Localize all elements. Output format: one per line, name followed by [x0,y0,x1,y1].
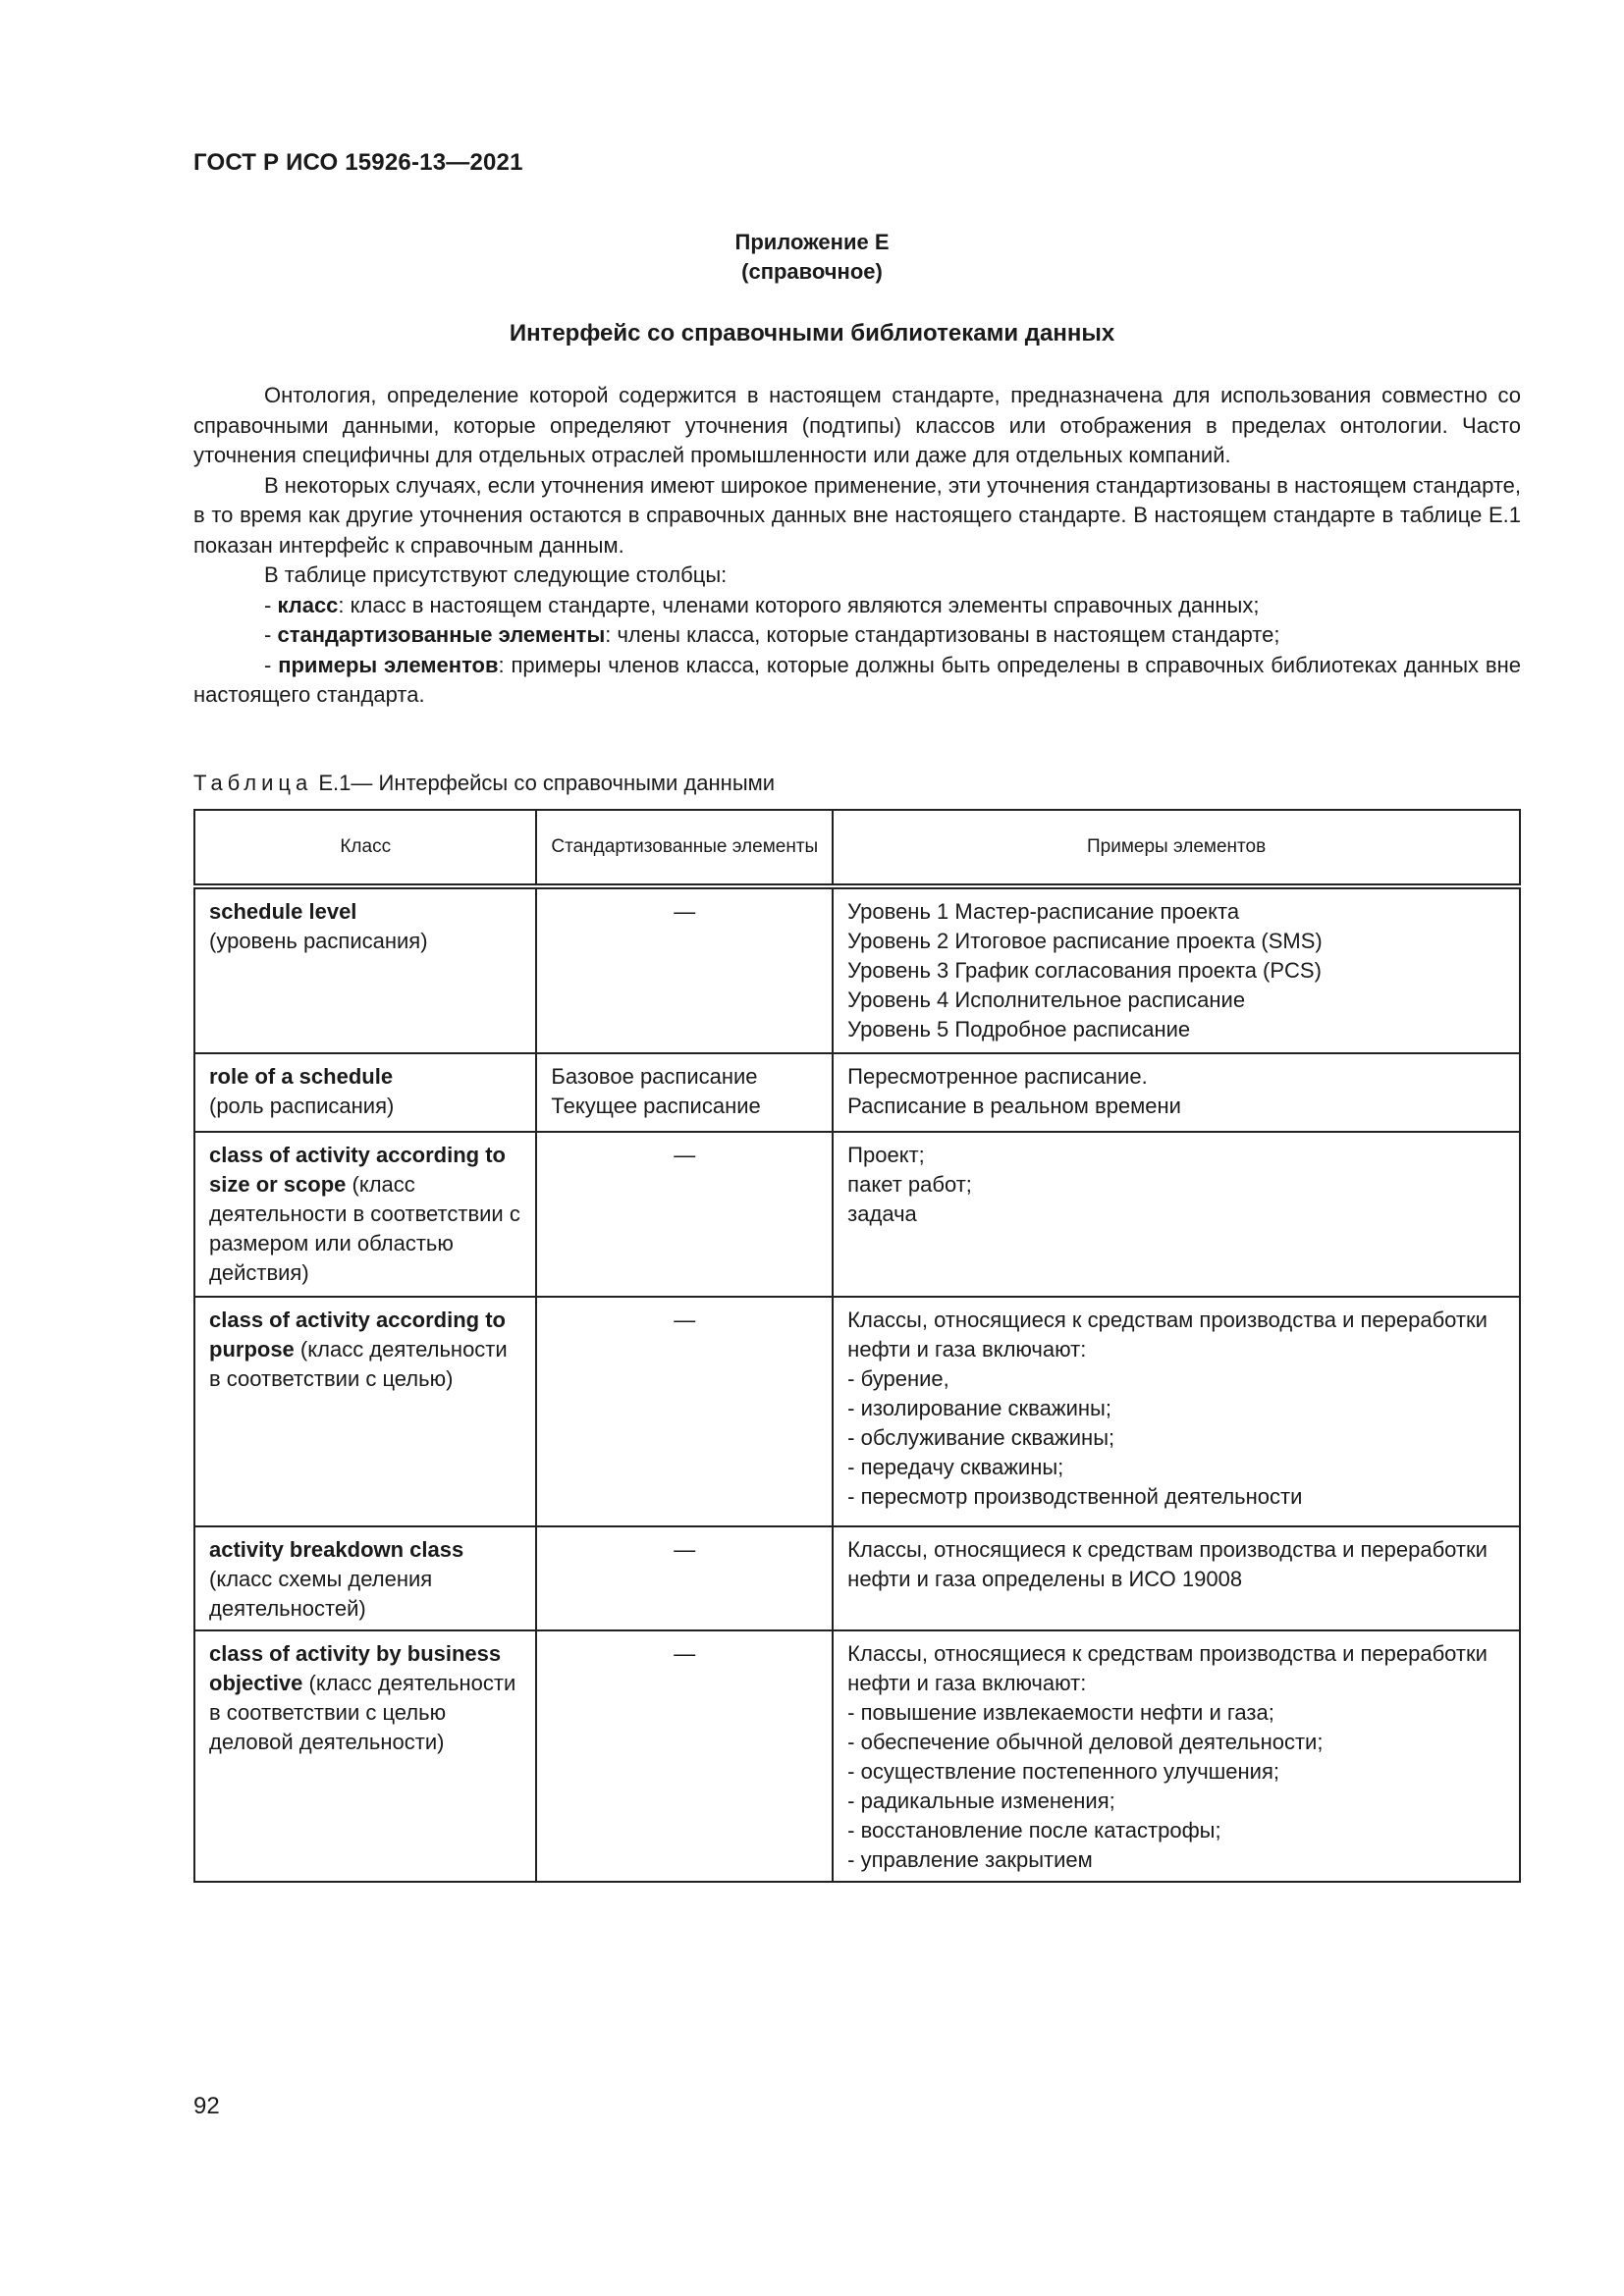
standardized-cell: — [536,1526,833,1630]
table-row [194,1526,1520,1630]
standard-header: ГОСТ Р ИСО 15926-13—2021 [193,149,523,176]
list-item: - класс: класс в настоящем стандарте, членами которого являются элементы справочных данных; [264,592,1260,617]
list-item: - примеры элементов: примеры членов класса, которые должны быть определены в справочных библиотеках данных вне настоящего стандарта. [193,652,1521,707]
paragraph: Онтология, определение которой содержится в настоящем стандарте, предназначена для использования совместно со справочными данными, которые определяют уточнения (подтипы) классов или отображения в пределах онтологии. Часто уточнения специфичны для отдельных отраслей промышленности или даже для отдельных компаний. [193,383,1521,467]
list-item: - стандартизованные элементы: члены класса, которые стандартизованы в настоящем стандарте; [264,622,1280,647]
standardized-cell: — [536,1630,833,1882]
header-class: Класс [194,810,536,886]
table-row [194,1630,1520,1882]
header-standardized: Стандартизованные элементы [536,810,833,886]
table-row [194,886,1520,1053]
class-cell: class of activity according to size or scope (класс деятельности в соответствии с размером или областью действия) [194,1132,536,1297]
annex-heading [0,228,1624,287]
standardized-cell: Базовое расписание Текущее расписание [536,1053,833,1132]
page-number: 92 [193,2093,220,2119]
annex-type: (справочное) [741,259,883,284]
standardized-cell: — [536,1132,833,1297]
table-row [194,1053,1520,1132]
list-term: класс [277,592,339,617]
standardized-cell: — [536,1297,833,1526]
class-cell: activity breakdown class (класс схемы деления деятельностей) [194,1526,536,1630]
examples-cell: Классы, относящиеся к средствам производства и переработки нефти и газа включают: - повышение извлекаемости нефти и газа; - обеспечение обычной деловой деятельности; - осуществление постепенного улучшения; - радикальные изменения; - восстановление после катастрофы; - управление закрытием [833,1630,1520,1882]
examples-cell: Классы, относящиеся к средствам производства и переработки нефти и газа включают: - бурение, - изолирование скважины; - обслуживание скважины; - передачу скважины; - пересмотр производственной деятельности [833,1297,1520,1526]
table-caption: Таблица Е.1— Интерфейсы со справочными данными [193,771,776,795]
standardized-cell: — [536,886,833,1053]
paragraph: В некоторых случаях, если уточнения имеют широкое применение, эти уточнения стандартизованы в настоящем стандарте, в то время как другие уточнения остаются в справочных данных вне настоящего стандарте. В настоящем стандарте в таблице Е.1 показан интерфейс к справочным данным. [193,472,1521,558]
class-cell: class of activity by business objective (класс деятельности в соответствии с целью деловой деятельности) [194,1630,536,1882]
table-row [194,1132,1520,1297]
paragraph: В таблице присутствуют следующие столбцы: [264,562,728,587]
examples-cell: Проект; пакет работ; задача [833,1132,1520,1297]
reference-data-table [193,809,1521,1883]
examples-cell: Уровень 1 Мастер-расписание проекта Уровень 2 Итоговое расписание проекта (SMS) Уровень 3 График согласования проекта (PCS) Уровень 4 Исполнительное расписание Уровень 5 Подробное расписание [833,886,1520,1053]
class-cell: role of a schedule (роль расписания) [194,1053,536,1132]
examples-cell: Классы, относящиеся к средствам производства и переработки нефти и газа определены в ИСО 19008 [833,1526,1520,1630]
section-title: Интерфейс со справочными библиотеками данных [509,320,1115,347]
body-text [193,381,1521,711]
table-header-row [194,810,1520,886]
annex-title: Приложение Е [734,230,890,254]
table-row [194,1297,1520,1526]
class-cell: class of activity according to purpose (класс деятельности в соответствии с целью) [194,1297,536,1526]
class-cell: schedule level (уровень расписания) [194,886,536,1053]
list-term: примеры элементов [278,652,499,677]
list-term: стандартизованные элементы [277,622,606,647]
header-examples: Примеры элементов [833,810,1520,886]
examples-cell: Пересмотренное расписание. Расписание в реальном времени [833,1053,1520,1132]
